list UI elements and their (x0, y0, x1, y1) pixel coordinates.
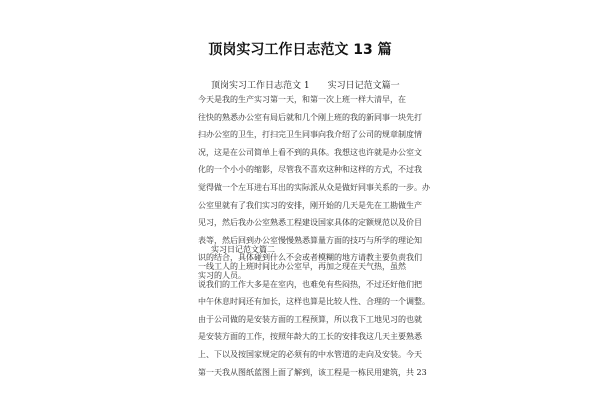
paragraph-line: 一线工人的上班时间比办公室早，再加之现在天气热，虽然 (198, 262, 406, 271)
paragraph-line: 觉得做一个左耳进右耳出的实际派从众是做好同事关系的一步。办 (198, 182, 430, 192)
paragraph-line: 往快的熟悉办公室有局后就和几个刚上班的我的新同事一块先打 (198, 112, 422, 122)
paragraph-line: 见习，然后我办公室熟悉工程建设国家具体的定额规范以及价目 (198, 218, 422, 228)
paragraph-line: 况，这是在公司简单上看不到的具体。我想这也许就是办公室文 (198, 147, 422, 157)
section-heading-2: 实习日记范文篇二 (211, 245, 275, 254)
paragraph-line: 今天是我的生产实习第一天，和第一次上班一样大清早，在 (198, 95, 406, 104)
paragraph-line: 公室里就有了我们实习的安排，刚开始的几天是先在工勘做生产 (198, 200, 422, 210)
paragraph-line: 实习的人员。 (198, 270, 246, 280)
paragraph-line: 扫办公室的卫生，打扫完卫生同事向我介绍了公司的规章制度情 (198, 130, 422, 140)
paragraph-line: 化的一个小小的缩影，尽管我不喜欢这种和这样的方式，不过我 (198, 165, 422, 175)
document-title: 顶岗实习工作日志范文 13 篇 (208, 42, 392, 58)
paragraph-line: 是安装方面的工作，按照年龄大的工长的安排我这几天主要熟悉 (198, 332, 422, 342)
paragraph-line: 识的结合，具体碰到什么不会或者模糊的地方请教主要负责我们 (198, 253, 422, 263)
subtitle-right: 实习日记范文篇一 (327, 81, 400, 91)
subtitle-left: 顶岗实习工作日志范文 1 (211, 81, 310, 91)
paragraph-line: 表等，然后回到办公室慢慢熟悉算量方面的技巧与所学的理论知 (198, 235, 422, 245)
paragraph-line: 第一天我从图纸蓝图上面了解到，该工程是一栋民用建筑，共 23 (198, 367, 427, 377)
paragraph-line: 说我们的工作大多是在室内，也难免有些闷热，不过还好他们把 (198, 279, 422, 289)
paragraph-line: 上、下以及按国家规定的必须有的中水管道的走向及安装。今天 (198, 349, 422, 359)
paragraph-line: 中午休息时间还有加长，这样也算是比较人性、合理的一个调整。 (198, 297, 430, 307)
paragraph-line: 由于公司做的是安装方面的工程预算，所以我下工地见习的也就 (198, 314, 422, 324)
